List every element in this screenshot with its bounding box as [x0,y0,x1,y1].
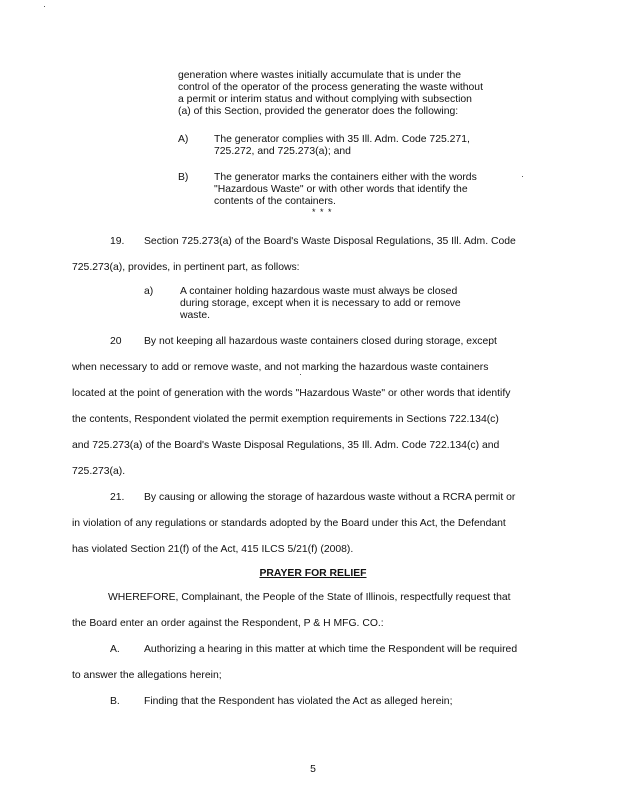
paragraph-line: and 725.273(a) of the Board's Waste Disposal Regulations, 35 Ill. Adm. Code 722.134(c) and [72,440,500,451]
paragraph-line: has violated Section 21(f) of the Act, 415 ILCS 5/21(f) (2008). [72,544,354,555]
paragraph-line: Section 725.273(a) of the Board's Waste Disposal Regulations, 35 Ill. Adm. Code [144,236,516,247]
paragraph-line: when necessary to add or remove waste, and not marking the hazardous waste containers [72,362,489,373]
scan-speck [300,374,301,375]
quote-intro-line: generation where wastes initially accumulate that is under the [178,70,462,81]
paragraph-number: 19. [110,236,125,247]
quote-item-a-line: The generator complies with 35 Ill. Adm. Code 725.271, [214,134,470,145]
quote-item-b-line: The generator marks the containers either with the words [214,172,477,183]
quote-item-line: waste. [180,310,211,321]
paragraph-line: located at the point of generation with the words "Hazardous Waste" or other words that identify [72,388,511,399]
quote-item-line: during storage, except when it is necessary to add or remove [180,298,461,309]
quote-intro-line: (a) of this Section, provided the generator does the following: [178,106,459,117]
scan-speck [522,176,523,177]
quote-ellipsis: * * * [312,207,333,217]
paragraph-line: 725.273(a), provides, in pertinent part, as follows: [72,262,300,273]
relief-item-label: B. [110,696,120,707]
paragraph-line: WHEREFORE, Complainant, the People of the State of Illinois, respectfully request that [108,592,511,603]
section-heading: PRAYER FOR RELIEF [259,568,367,579]
relief-item-label: A. [110,644,120,655]
paragraph-line: the contents, Respondent violated the permit exemption requirements in Sections 722.134(c) [72,414,499,425]
paragraph-number: 21. [110,492,125,503]
page-number: 5 [310,764,316,775]
paragraph-line: By not keeping all hazardous waste containers closed during storage, except [144,336,497,347]
quote-item-b-line: "Hazardous Waste" or with other words that identify the [214,184,468,195]
paragraph-line: 725.273(a). [72,466,126,477]
quote-item-a-label: A) [178,134,189,145]
quote-item-line: A container holding hazardous waste must always be closed [180,286,458,297]
paragraph-number: 20 [110,336,122,347]
quote-item-b-label: B) [178,172,189,183]
scan-speck [44,6,45,7]
relief-item-line: Authorizing a hearing in this matter at which time the Respondent will be required [144,644,518,655]
quote-item-b-line: contents of the containers. [214,196,336,207]
paragraph-line: the Board enter an order against the Respondent, P & H MFG. CO.: [72,618,384,629]
relief-item-line: Finding that the Respondent has violated the Act as alleged herein; [144,696,453,707]
quote-intro-line: a permit or interim status and without complying with subsection [178,94,472,105]
paragraph-line: By causing or allowing the storage of hazardous waste without a RCRA permit or [144,492,516,503]
quote-intro-line: control of the operator of the process generating the waste without [178,82,483,93]
relief-item-line: to answer the allegations herein; [72,670,222,681]
paragraph-line: in violation of any regulations or standards adopted by the Board under this Act, the Defendant [72,518,506,529]
quote-item-label: a) [144,286,154,297]
quote-item-a-line: 725.272, and 725.273(a); and [214,146,351,157]
